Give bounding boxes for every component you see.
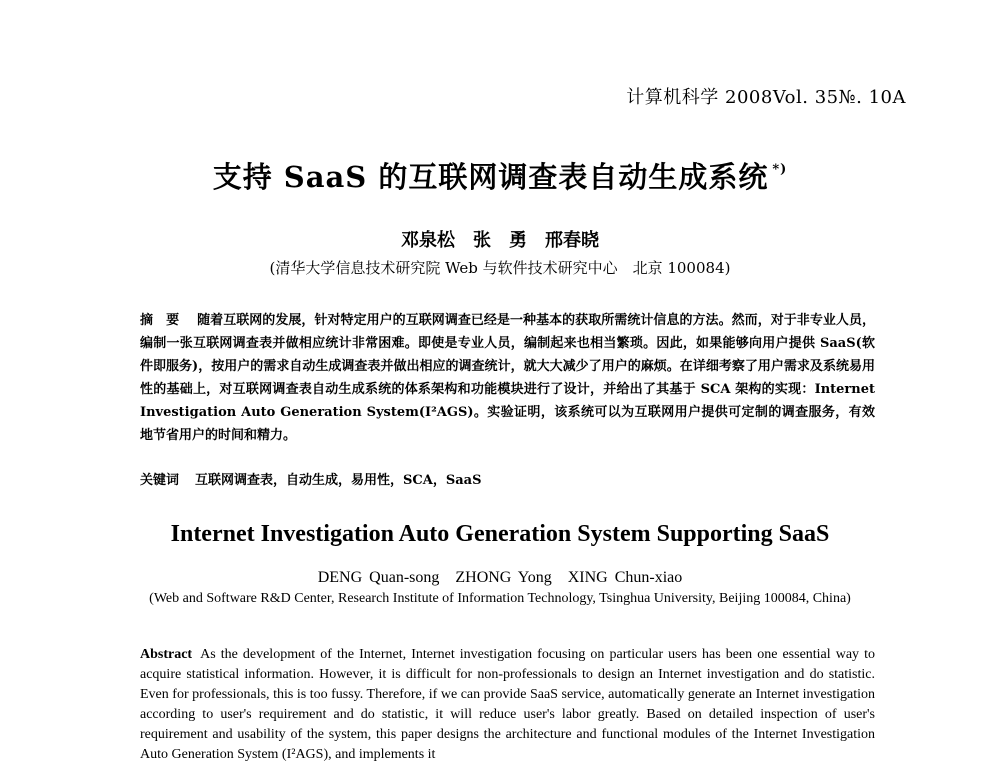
journal-header: 计算机科学 2008Vol. 35№. 10A xyxy=(626,87,906,108)
chinese-abstract xyxy=(140,309,875,447)
chinese-title xyxy=(0,155,1000,196)
english-authors: DENG Quan-song ZHONG Yong XING Chun-xiao xyxy=(317,569,683,586)
chinese-title-text: 支持 SaaS 的互联网调查表自动生成系统 xyxy=(212,160,769,194)
chinese-keywords-text: 互联网调查表，自动生成，易用性，SCA，SaaS xyxy=(195,473,482,488)
title-footnote-mark: *) xyxy=(772,162,788,177)
chinese-abstract-label: 摘 要 xyxy=(140,313,180,328)
chinese-keywords-label: 关键词 xyxy=(140,473,180,488)
english-abstract xyxy=(140,645,875,765)
english-abstract-text: As the development of the Internet, Internet investigation focusing on particular users has been one essential way to acquire statistical information. However, it is difficult for non-professionals to design an Internet investigation and do statistic. Even for professionals, this is too fussy. Therefore, if we can provide SaaS service, automatically generate an Internet investigation according to user's requirement and do statistic, it will reduce user's labor greatly. Based on detailed inspection of user's requirement and usability of the system, this paper designs the architecture and functional modules of the Internet Investigation Auto Generation System (I²AGS), and implements it xyxy=(140,647,875,762)
chinese-authors: 邓泉松 张 勇 邢春晓 xyxy=(401,230,599,251)
chinese-affiliation: (清华大学信息技术研究院 Web 与软件技术研究中心 北京 100084) xyxy=(269,259,731,277)
chinese-keywords xyxy=(140,469,875,488)
english-affiliation: (Web and Software R&D Center, Research Institute of Information Technology, Tsinghua University, Beijing 100084, China) xyxy=(149,591,851,606)
english-abstract-label: Abstract xyxy=(140,647,193,662)
chinese-abstract-text: 随着互联网的发展，针对特定用户的互联网调查已经是一种基本的获取所需统计信息的方法。然而，对于非专业人员，编制一张互联网调查表并做相应统计非常困难。即使是专业人员，编制起来也相当繁琐。因此，如果能够向用户提供 SaaS(软件即服务)，按用户的需求自动生成调查表并做出相应的调查统计，就大大减少了用户的麻烦。在详细考察了用户需求及系统易用性的基础上，对互联网调查表自动生成系统的体系架构和功能模块进行了设计，并给出了其基于 SCA 架构的实现：Internet Investigation Auto Generation System(I²AGS)。实验证明，该系统可以为互联网用户提供可定制的调查服务，有效地节省用户的时间和精力。 xyxy=(140,313,875,443)
english-title: Internet Investigation Auto Generation System Supporting SaaS xyxy=(170,521,830,547)
